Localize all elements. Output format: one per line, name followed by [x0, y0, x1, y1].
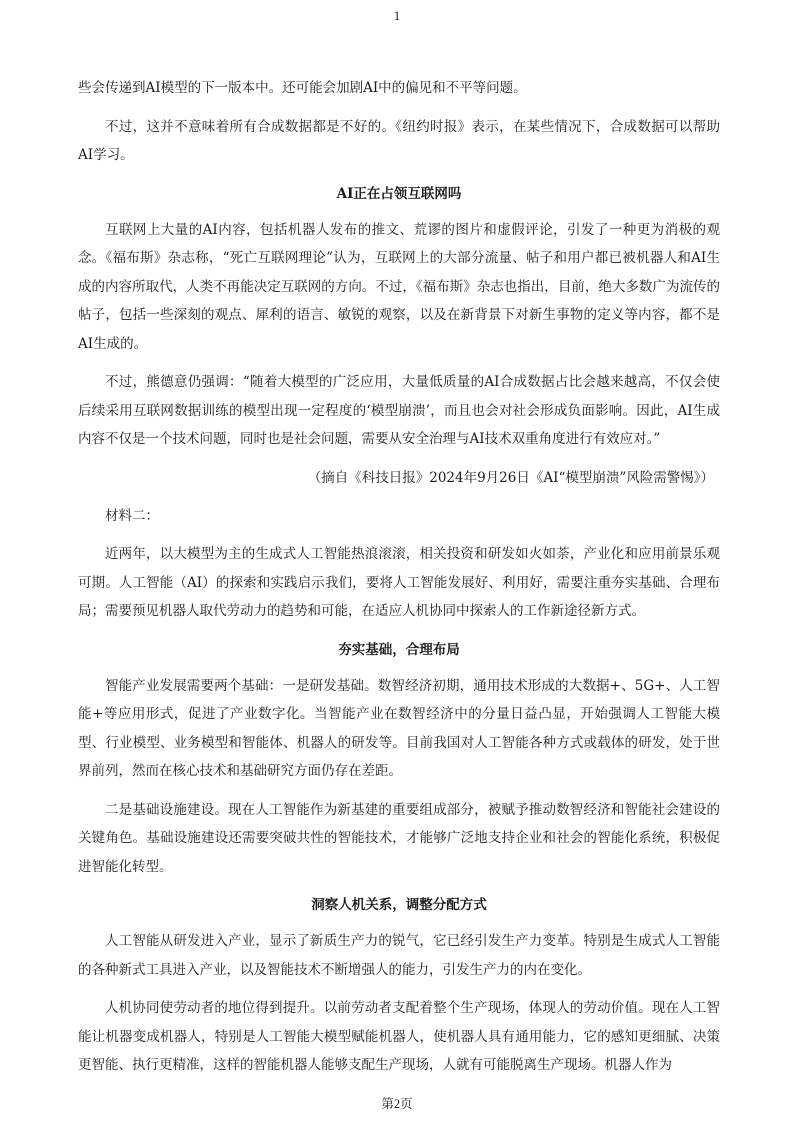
paragraph: 智能产业发展需要两个基础：一是研发基础。数智经济初期，通用技术形成的大数据+、5G+、人工智能+等应用形式，促进了产业数字化。当智能产业在数智经济中的分量日益凸显，开始强调人工智能大模型、行业模型、业务模型和智能体、机器人的研发等。目前我国对人工智能各种方式或载体的研发，处于世界前列，然而在核心技术和基础研究方面仍存在差距。 — [78, 677, 720, 779]
source-citation: （摘自《科技日报》2024年9月26日《AI“模型崩溃”风险需警惕》） — [307, 469, 714, 486]
page-footer: 第2页 — [381, 1097, 413, 1111]
paragraph: 不过，这并不意味着所有合成数据都是不好的。《纽约时报》表示，在某些情况下，合成数据可以帮助AI学习。 — [78, 118, 720, 163]
paragraph: 人工智能从研发进入产业，显示了新质生产力的锐气，它已经引发生产力变革。特别是生成式人工智能的各种新式工具进入产业，以及智能技术不断增强人的能力，引发生产力的内在变化。 — [78, 933, 720, 978]
paragraph: 近两年，以大模型为主的生成式人工智能热浪滚滚，相关投资和研发如火如荼，产业化和应用前景乐观可期。人工智能（AI）的探索和实践启示我们，要将人工智能发展好、利用好，需要注重夯实基础、合理布局；需要预见机器人取代劳动力的趋势和可能，在适应人机协同中探索人的工作新途径新方式。 — [78, 546, 720, 619]
section-heading: 洞察人机关系，调整分配方式 — [311, 897, 487, 913]
section-heading: 夯实基础，合理布局 — [338, 641, 460, 658]
paragraph: 材料二： — [105, 507, 159, 524]
paragraph: 些会传递到AI模型的下一版本中。还可能会加剧AI中的偏见和不平等问题。 — [78, 80, 527, 96]
page-number: 1 — [393, 8, 401, 23]
section-heading: AI正在占领互联网吗 — [336, 185, 462, 202]
paragraph: 二是基础设施建设。现在人工智能作为新基建的重要组成部分，被赋予推动数智经济和智能社会建设的关键角色。基础设施建设还需要突破共性的智能技术，才能够广泛地支持企业和社会的智能化系统，积极促进智能化转型。 — [78, 801, 720, 875]
paragraph: 互联网上大量的AI内容，包括机器人发布的推文、荒谬的图片和虚假评论，引发了一种更为消极的观念。《福布斯》杂志称，“死亡互联网理论”认为，互联网上的大部分流量、帖子和用户都已被机器人和AI生成的内容所取代，人类不再能决定互联网的方向。不过，《福布斯》杂志也指出，目前，绝大多数广为流传的帖子，包括一些深刻的观点、犀利的语言、敏锐的观察，以及在新背景下对新生事物的定义等内容，都不是AI生成的。 — [78, 221, 720, 352]
paragraph: 人机协同使劳动者的地位得到提升。以前劳动者支配着整个生产现场，体现人的劳动价值。现在人工智能让机器变成机器人，特别是人工智能大模型赋能机器人，使机器人具有通用能力，它的感知更细腻、决策更智能、执行更精准，这样的智能机器人能够支配生产现场，人就有可能脱离生产现场。机器人作为 — [78, 1000, 720, 1073]
paragraph: 不过，熊德意仍强调：“随着大模型的广泛应用，大量低质量的AI合成数据占比会越来越高，不仅会使后续采用互联网数据训练的模型出现一定程度的‘模型崩溃’，而且也会对社会形成负面影响。因此，AI生成内容不仅是一个技术问题，同时也是社会问题，需要从安全治理与AI技术双重角度进行有效应对。” — [78, 374, 720, 447]
article-body — [78, 74, 720, 1090]
